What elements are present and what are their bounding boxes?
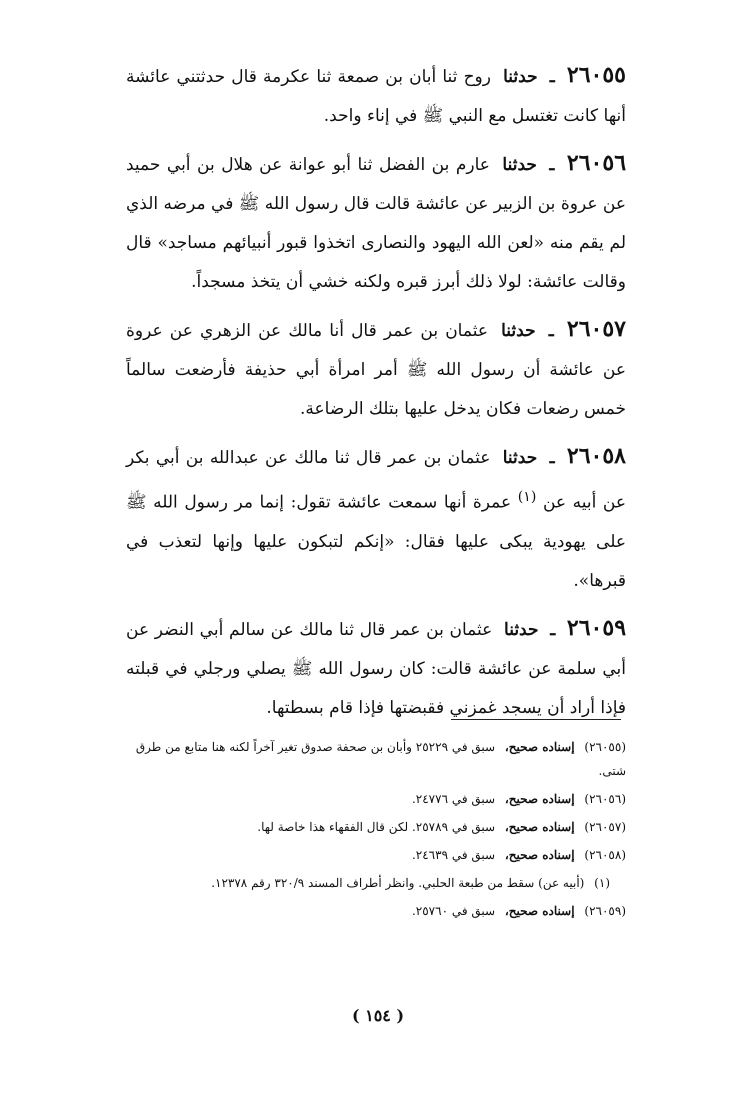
hadith-number: ٢٦٠٥٦ <box>566 150 627 176</box>
hadith-number: ٢٦٠٥٧ <box>566 316 626 342</box>
footnote-text: سبق في ٢٤٦٣٩. <box>411 848 496 862</box>
footnote-separator <box>451 719 621 720</box>
footnote-grade: إسناده صحيح، <box>504 848 575 862</box>
hadith-entry <box>126 144 626 302</box>
hadith-entry <box>126 56 626 136</box>
hadith-entry <box>126 310 626 429</box>
hadith-label: حدثنا <box>504 619 539 640</box>
hadith-dash: ـ <box>549 155 555 175</box>
footnote <box>126 899 626 923</box>
hadith-label: حدثنا <box>503 67 538 87</box>
footnote-number: (٢٦٠٥٥) <box>584 740 626 754</box>
hadith-text: عمرة أنها سمعت عائشة تقول: إنما مر رسول الله ﷺ على يهودية يبكى عليها فقال: «إنكم لتبكون عليها وإنها لتعذب في قبرها». <box>126 492 626 591</box>
hadith-text: عثمان بن عمر قال أنا مالك عن الزهري عن عروة عن عائشة أن رسول الله ﷺ أمر امرأة أبي حذيفة فأرضعت سالماً خمس رضعات فكان يدخل عليها بتلك الرضاعة. <box>126 321 626 419</box>
footnote <box>126 871 626 895</box>
footnote-grade: إسناده صحيح، <box>504 792 575 806</box>
footnote-number: (٢٦٠٥٦) <box>584 792 626 806</box>
footnote-grade: إسناده صحيح، <box>504 904 575 918</box>
hadith-dash: ـ <box>548 321 554 341</box>
hadith-text: عثمان بن عمر قال ثنا مالك عن سالم أبي النضر عن أبي سلمة عن عائشة قالت: كان رسول الله ﷺ يصلي ورجلي في قبلته فإذا أراد أن يسجد غمزني فقبضتها فإذا قام بسطتها. <box>126 619 626 718</box>
footnote-grade: إسناده صحيح، <box>504 820 575 834</box>
hadith-dash: ـ <box>549 448 555 468</box>
footnote-number: (٢٦٠٥٩) <box>584 904 626 918</box>
page-number: ( ١٥٤ ) <box>351 1006 405 1025</box>
footnote-text: (أبيه عن) سقط من طبعة الحلبي. وانظر أطراف المسند ٣٢٠/٩ رقم ١٢٣٧٨. <box>211 876 585 890</box>
footnote-number: (١) <box>594 876 610 890</box>
footnote-text: سبق في ٢٤٧٧٦. <box>411 792 496 806</box>
hadith-dash: ـ <box>549 67 555 87</box>
hadith-label: حدثنا <box>501 321 536 341</box>
footnote <box>126 843 626 867</box>
footnote <box>126 815 626 839</box>
footnote <box>126 735 626 783</box>
footnote-text: سبق في ٢٥٢٢٩ وأبان بن صحفة صدوق تغير آخراً لكنه هنا متابع من طرق شتى. <box>135 740 626 778</box>
footnote-text: سبق في ٢٥٧٦٠. <box>411 904 496 918</box>
main-text <box>126 56 626 736</box>
footnotes <box>126 735 626 927</box>
footnote <box>126 787 626 811</box>
hadith-entry <box>126 609 626 728</box>
hadith-label: حدثنا <box>502 448 538 468</box>
footnote-text: سبق في ٢٥٧٨٩. لكن قال الفقهاء هذا خاصة لها. <box>257 820 496 834</box>
hadith-text: عثمان بن عمر قال ثنا مالك عن عبدالله بن أبي بكر عن أبيه عن <box>126 448 626 513</box>
hadith-dash: ـ <box>550 619 556 640</box>
footnote-number: (٢٦٠٥٨) <box>584 848 626 862</box>
hadith-number: ٢٦٠٥٨ <box>566 443 626 469</box>
hadith-number: ٢٦٠٥٥ <box>566 62 626 88</box>
hadith-entry <box>126 437 626 601</box>
footnote-grade: إسناده صحيح، <box>504 740 575 754</box>
hadith-label: حدثنا <box>502 155 537 175</box>
footnote-number: (٢٦٠٥٧) <box>584 820 626 834</box>
footnote-marker: (١) <box>517 489 537 505</box>
hadith-number: ٢٦٠٥٩ <box>566 614 627 641</box>
hadith-text: روح ثنا أبان بن صمعة ثنا عكرمة قال حدثتني عائشة أنها كانت تغتسل مع النبي ﷺ في إناء واحد. <box>126 67 626 126</box>
hadith-text: عارم بن الفضل ثنا أبو عوانة عن هلال بن أبي حميد عن عروة بن الزبير عن عائشة قالت قال رسول الله ﷺ في مرضه الذي لم يقم منه «لعن الله اليهود والنصارى اتخذوا قبور أنبيائهم مساجد» قال وقالت عائشة: لولا ذلك أبرز قبره ولكنه خشي أن يتخذ مسجداً. <box>126 155 626 292</box>
